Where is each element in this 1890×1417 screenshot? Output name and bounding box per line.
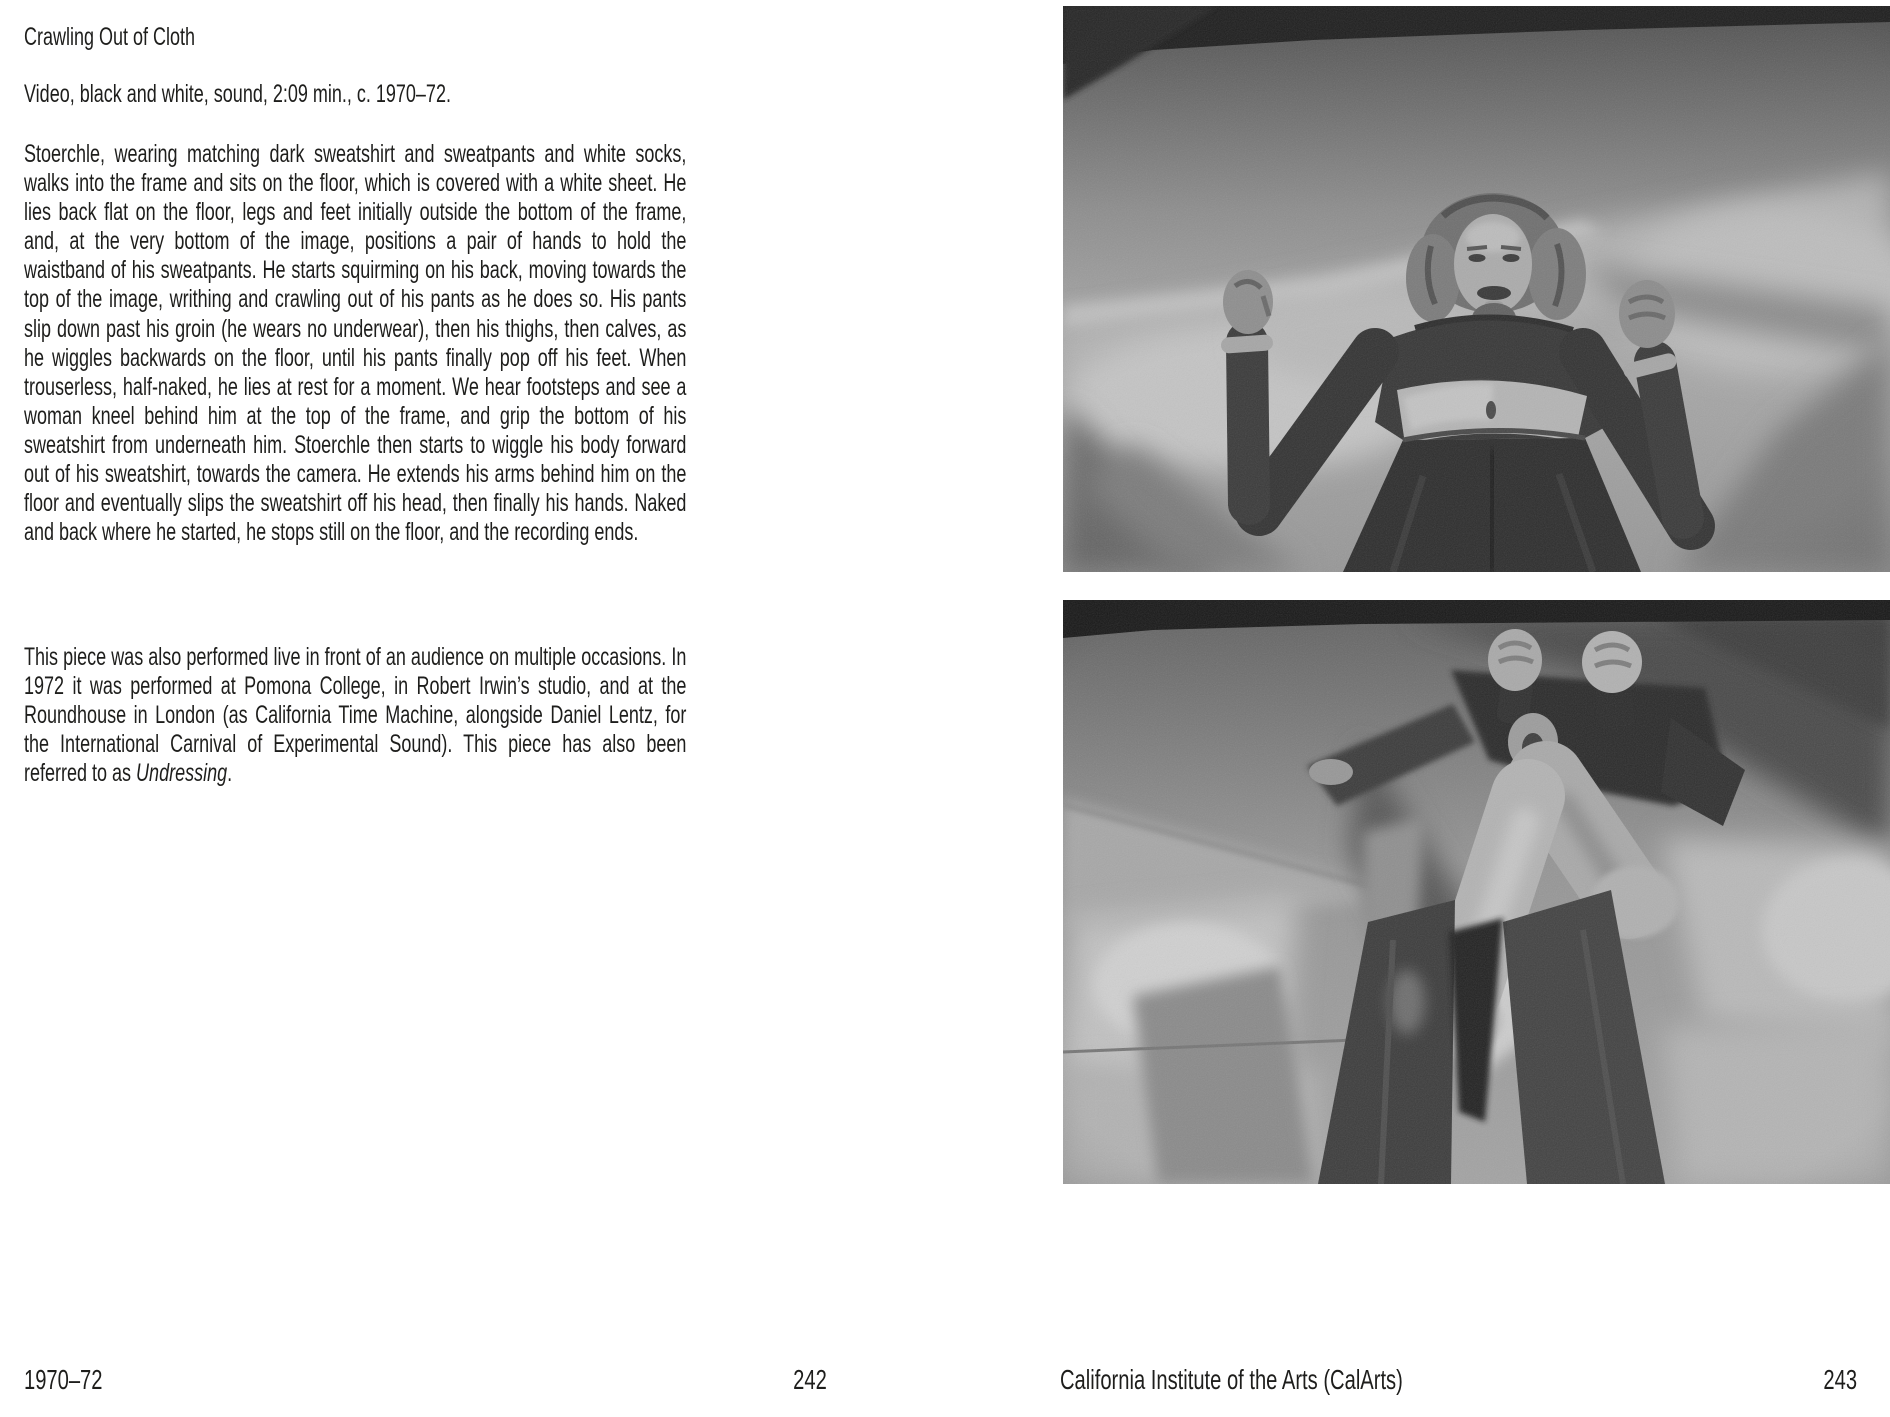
left-page-number: 242 <box>793 1364 827 1395</box>
right-page-footer <box>1060 1364 1857 1396</box>
video-still-2 <box>1063 600 1890 1184</box>
artwork-title: Crawling Out of Cloth <box>24 23 196 51</box>
description-paragraph: Stoerchle, wearing matching dark sweatshirt and sweatpants and white socks, walks into the frame and sits on the floor, which is covered with a white sheet. He lies back flat on the floor, legs and feet initially outside the bottom of the frame, and, at the very bottom of the image, positions a pair of hands to hold the waistband of his sweatpants. He starts squirming on his back, moving towards the top of the image, writhing and crawling out of his pants as he does so. His pants slip down past his groin (he wears no underwear), then his thighs, then calves, as he wiggles backwards on the floor, until his pants finally pop off his feet. When trouserless, half-naked, he lies at rest for a moment. We hear footsteps and see a woman kneel behind him at the top of the frame, and grip the bottom of his sweatshirt from underneath him. Stoerchle then starts to wiggle his body forward out of his sweatshirt, towards the camera. He extends his arms behind him on the floor and eventually slips the sweatshirt off his head, then finally his hands. Naked and back where he started, he stops still on the floor, and the recording ends. <box>24 140 687 547</box>
video-still-1 <box>1063 6 1890 572</box>
alternate-title: Undressing <box>136 759 228 788</box>
footer-date-range: 1970–72 <box>24 1364 103 1395</box>
left-page-footer <box>24 1364 827 1396</box>
paragraph-end: . <box>227 759 233 788</box>
paragraph-text: This piece was also performed live in front of an audience on multiple occasions. In 1972 it was performed at Pomona College, in Robert Irwin’s studio, and at the Roundhouse in London (as California Time Machine, alongside Daniel Lentz, for the International Carnival of Experimental Sound). This piece has also been referred to as <box>24 643 687 788</box>
right-page-number: 243 <box>1823 1364 1858 1395</box>
performance-history-paragraph <box>24 643 686 788</box>
artwork-medium-line: Video, black and white, sound, 2:09 min., c. 1970–72. <box>24 80 451 108</box>
footer-institution: California Institute of the Arts (CalArts) <box>1060 1364 1403 1395</box>
